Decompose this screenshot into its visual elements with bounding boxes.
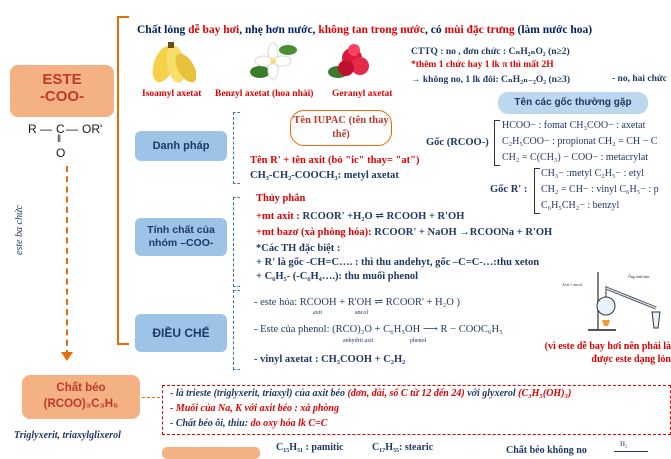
este-title: ESTE [42,71,82,88]
este-hoa-line: - este hóa: RCOOH + R'OH ⇌ RCOOR' + H₂O ) [254,297,460,308]
tinh-chat-box: Tính chất của nhóm –COO- [135,218,227,256]
image-caption-3: Geranyl axetat [332,89,393,99]
rcoo-line-1: HCOO− : fomat CH₃COO− : axetat [502,120,646,131]
este-group: -COO- [39,88,85,105]
cttq-line-3: → không no, 1 lk đôi: CₙH₂ₙ₋₂O₂ (n≥3) [411,75,571,85]
cttq-line-2: *thêm 1 chức hay 1 lk π thì mất 2H [411,60,554,70]
este-title-box [10,65,114,117]
properties-line: Chất lỏng dễ bay hơi, nhẹ hơn nước, không tan trong nước, có mùi đặc trưng (làm nước hoa) [137,24,593,36]
bottom-pamitic: C₁₅H₃₁ : pamitic [276,442,344,453]
iupac-box: Tên IUPAC (tên thay thế) [290,110,392,146]
phenol-ester-line: - Este của phenol: (RCO)₂O + C₆H₅OH ⟶ R − COOC₆H₅ [254,324,503,335]
goc-r-label: Gốc R' : [490,184,528,195]
jasmine-image [248,38,298,86]
danh-phap-box: Danh pháp [135,131,227,161]
danh-phap-bracket [233,112,240,184]
bottom-unsaturated: Chất béo không no [506,445,587,456]
chat-beo-bullet-3: - Chất béo ôi, thiu: do oxy hóa lk C=C [170,418,328,429]
vinyl-acetate-line: - vinyl axetat : CH₃COOH + C₂H₂ [254,354,406,365]
dieu-che-box: ĐIỀU CHẾ [135,314,227,352]
cttq-line-4: - no, hai chức [612,74,667,84]
naming-rule: Tên R' + tên axit (bỏ "ic" thay= "at") [250,155,420,166]
r-line-2: CH₂ = CH− : vinyl C₆H₅− : p [541,184,659,195]
chat-beo-subtitle: Triglyxerit, triaxylglixerol [14,430,121,441]
rcoo-line-3: CH₂ = C(CH₃) − COO− : metacrylat [502,152,649,163]
rcoo-line-2: C₂H₅COO− : propionat CH₂ = CH − C [502,136,658,147]
special-case-2: + C₆H₅- (-C₆H₄….): thu muối phenol [256,271,419,282]
naming-example: CH₃-CH₂-COOCH₃: metyl axetat [250,170,399,181]
dieu-che-bracket [233,290,240,370]
cttq-line-1: CTTQ : no , đơn chức : CₙH₂ₙO₂ (n≥2) [411,47,570,57]
bottom-orange-box [162,447,260,459]
chat-beo-box: Chất béo (RCOO)₃C₃H₅ [22,375,140,419]
goc-rcoo-label: Gốc (RCOO-) [426,137,489,148]
chat-beo-bullet-2: - Muối của Na, K với axit béo : xà phòng [170,403,339,414]
axit-hydrolysis: +mt axit : RCOOR' +H₂O ⇌ RCOOH + R'OH [256,211,465,222]
thuy-phan-heading: Thủy phân [256,193,306,204]
svg-text:Ống sinh hàn: Ống sinh hàn [628,274,650,279]
goc-title-box: Tên các gốc thường gặp [498,92,648,114]
geranium-image [326,42,374,86]
svg-text:Axit + ancol: Axit + ancol [562,282,583,287]
tinh-chat-bracket [233,197,240,287]
este-down-arrow [66,166,68,356]
special-case-1: + R' là gốc -CH=C…. : thì thu andehyt, gốc –C=C-…:thu xeton [256,257,540,268]
dieu-che-note: (vì este dễ bay hơi nên phải là được este dạng lỏn [544,341,671,365]
bazo-hydrolysis: +mt bazơ (xà phòng hóa): RCOOR' + NaOH →RCOONa + R'OH [256,227,553,238]
image-caption-1: Isoamyl axetat [142,89,202,99]
r-line-1: CH₃− :metyl C₂H₅− : etyl [541,168,644,179]
banana-image [148,42,196,86]
bottom-stearic: C₁₇H₃₅: stearic [372,442,434,453]
este-structure: R — C — OR' ‖ O [28,122,103,160]
chat-beo-bullet-1: - là trieste (triglyxerit, triaxyl) của axit béo (đơn, dài, số C từ 12 đến 24) với glyxerol (C₃H₅(OH)₃) [170,388,572,399]
special-cases: *Các TH đặc biệt : [256,243,341,254]
este-side-label: este ba chức [14,205,25,255]
este-bracket [117,16,129,345]
r-line-3: C₆H₅CH₂− : benzyl [541,200,620,211]
image-caption-2: Benzyl axetat (hoa nhài) [215,89,314,99]
distillation-apparatus-image [560,268,670,336]
